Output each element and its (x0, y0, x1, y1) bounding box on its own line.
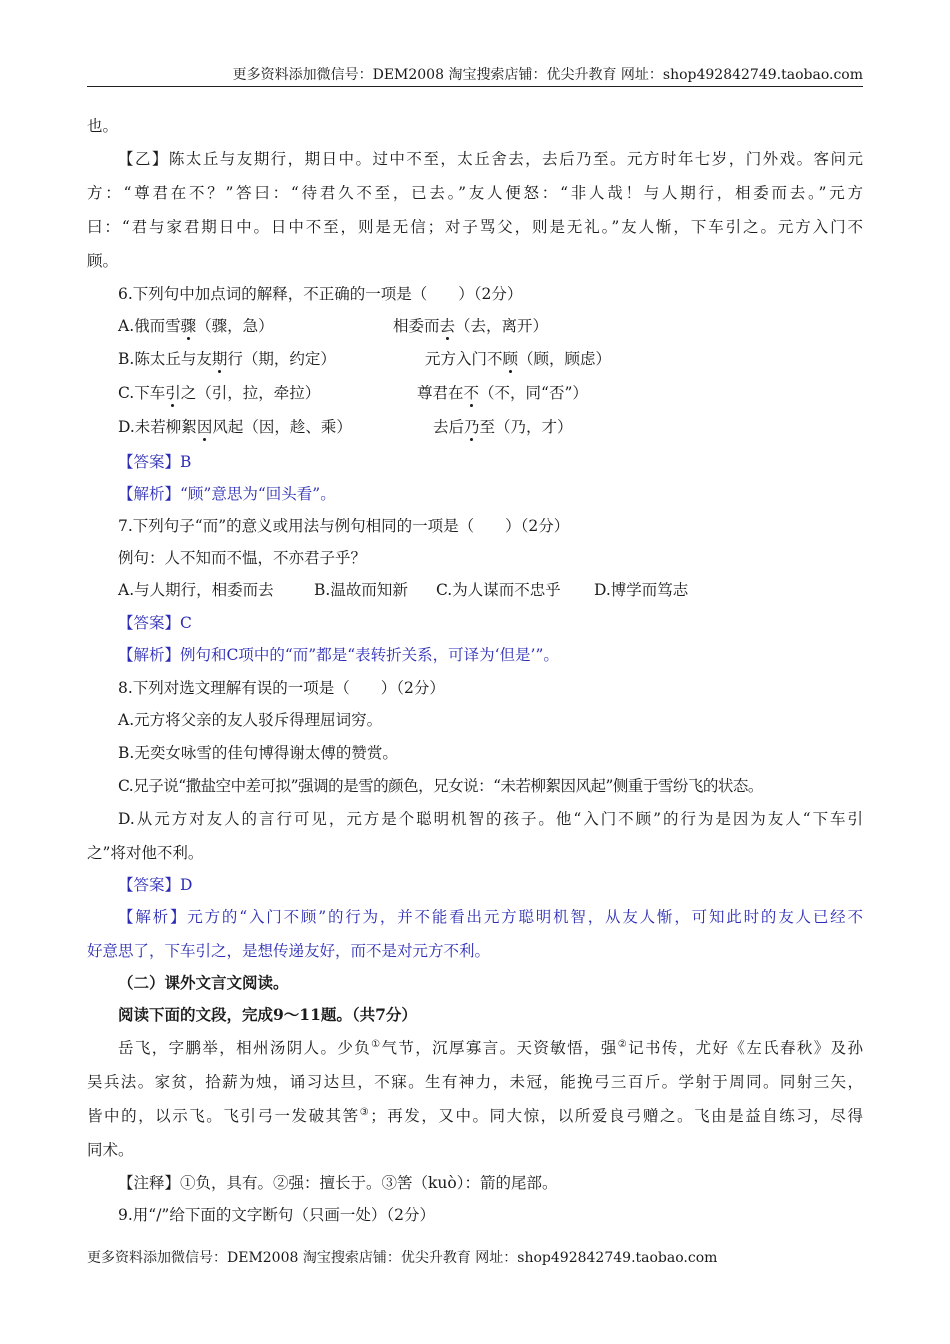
passage-line: 吴兵法。家贫，拾薪为烛，诵习达旦，不寐。生有神力，未冠，能挽弓三百斤。学射于周同。同射三矢， (87, 1073, 863, 1091)
q7-option-b: B.温故而知新 (314, 581, 408, 599)
question-8-stem: 8.下列对选文理解有误的一项是（ ）（2分） (118, 679, 445, 697)
page-footer: 更多资料添加微信号：DEM2008 淘宝搜索店铺：优尖升教育 网址：shop492842749.taobao.com (87, 1250, 718, 1266)
dotted-word: 引 (165, 384, 181, 402)
question-6-stem: 6.下列句中加点词的解释，不正确的一项是（ ）（2分） (118, 285, 523, 303)
q8-option-a: A.元方将父亲的友人驳斥得理屈词穷。 (118, 711, 383, 729)
question-9-stem: 9.用“/”给下面的文字断句（只画一处）（2分） (118, 1206, 435, 1224)
q6-option-b-second: 元方入门不顾（顾，顾虑） (425, 350, 612, 368)
q6-option-c-second: 尊君在不（不，同“否”） (417, 384, 588, 402)
q8-option-b: B.无奕女咏雪的佳句博得谢太傅的赞赏。 (118, 744, 398, 762)
q6-option-c: C.下车引之（引，拉，牵拉） 尊君在不（不，同“否”） (118, 384, 588, 402)
q7-option-d: D.博学而笃志 (594, 581, 689, 599)
passage-line: 岳飞，字鹏举，相州汤阴人。少负①气节，沉厚寡言。天资敏悟，强②记书传，尤好《左氏春秋》及孙 (118, 1039, 863, 1057)
passage-line: 曰：“君与家君期日中。日中不至，则是无信；对子骂父，则是无礼。”友人惭，下车引之。元方入门不 (87, 218, 863, 236)
q8-option-d: D.从元方对友人的言行可见，元方是个聪明机智的孩子。他“入门不顾”的行为是因为友人“下车引 (118, 810, 863, 828)
q6-option-a (118, 316, 863, 336)
dotted-word: 期 (211, 350, 228, 368)
passage-line: 顾。 (87, 252, 119, 270)
dotted-word: 乃 (464, 418, 480, 436)
q6-option-a-second: 相委而去（去，离开） (393, 317, 549, 335)
dotted-word: 去 (439, 317, 456, 335)
q6-option-d-second: 去后乃至（乃，才） (433, 418, 573, 436)
passage-line: 【乙】陈太丘与友期行，期日中。过中不至，太丘舍去，去后乃至。元方时年七岁，门外戏。客问元 (118, 150, 863, 168)
dotted-word: 顾 (502, 350, 519, 368)
q6-option-d: D.未若柳絮因风起（因，趁、乘） 去后乃至（乃，才） (118, 418, 573, 436)
q6-answer: 【答案】B (118, 453, 192, 471)
q6-opt-a-pre: A.俄而雪 (118, 317, 181, 335)
q7-example: 例句：人不知而不愠，不亦君子乎？ (118, 549, 367, 567)
passage-tail: 也。 (87, 117, 119, 135)
q7-options (118, 580, 863, 600)
dotted-word: 不 (463, 384, 480, 402)
passage-line: 方：“尊君在不？”答曰：“待君久不至，已去。”友人便怒：“非人哉！与人期行，相委而去。”元方 (87, 184, 863, 202)
q7-answer: 【答案】C (118, 614, 192, 632)
q7-analysis: 【解析】例句和C项中的“而”都是“表转折关系，可译为‘但是’”。 (118, 646, 559, 664)
q6-opt-a-post: （骤，急） (196, 317, 274, 335)
q7-option-c: C.为人谋而不忠乎 (436, 581, 561, 599)
q6-option-b: B.陈太丘与友期行（期，约定） 元方入门不顾（顾，顾虑） (118, 350, 612, 368)
question-7-stem: 7.下列句子“而”的意义或用法与例句相同的一项是（ ）（2分） (118, 517, 570, 535)
dotted-word: 因 (196, 418, 213, 436)
q8-analysis: 【解析】元方的“入门不顾”的行为，并不能看出元方聪明机智，从友人惭，可知此时的友人已经不 (118, 908, 863, 926)
passage-line: 同术。 (87, 1141, 134, 1159)
q6-analysis: 【解析】“顾”意思为“回头看”。 (118, 485, 336, 503)
passage-line: 皆中的，以示飞。飞引弓一发破其筈③；再发，又中。同大惊，以所爱良弓赠之。飞由是益自练习，尽得 (87, 1107, 863, 1125)
q8-answer: 【答案】D (118, 876, 193, 894)
q7-option-a: A.与人期行，相委而去 (118, 581, 274, 599)
annotation-note: 【注释】①负，具有。②强：擅长于。③筈（kuò）：箭的尾部。 (118, 1174, 558, 1192)
section-instruction: 阅读下面的文段，完成9～11题。（共7分） (118, 1005, 417, 1024)
q8-option-d-cont: 之”将对他不利。 (87, 844, 204, 862)
page-header: 更多资料添加微信号：DEM2008 淘宝搜索店铺：优尖升教育 网址：shop492842749.taobao.com (87, 64, 863, 87)
section-title: （二）课外文言文阅读。 (118, 973, 289, 992)
dotted-word: 骤 (180, 317, 197, 335)
q8-option-c: C.兄子说“撒盐空中差可拟”强调的是雪的颜色，兄女说：“未若柳絮因风起”侧重于雪纷飞的状态。 (118, 777, 763, 795)
q8-analysis-cont: 好意思了，下车引之，是想传递友好，而不是对元方不利。 (87, 942, 491, 960)
